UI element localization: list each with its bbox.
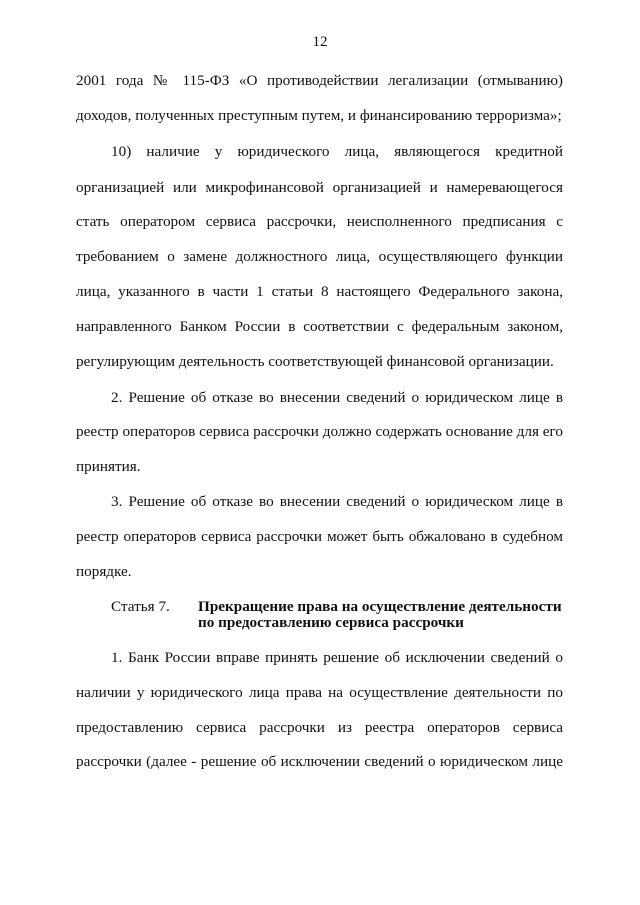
text-line: доходов, полученных преступным путем, и финансированию терроризма»; <box>76 107 562 124</box>
text-line: лица, указанного в части 1 статьи 8 настоящего Федерального закона, <box>76 283 563 300</box>
text-line: 2. Решение об отказе во внесении сведений о юридическом лице в <box>111 389 563 406</box>
text-line: 1. Банк России вправе принять решение об исключении сведений о <box>111 649 563 666</box>
text-line: реестр операторов сервиса рассрочки может быть обжаловано в судебном <box>76 528 563 545</box>
text-line: направленного Банком России в соответствии с федеральным законом, <box>76 318 563 335</box>
article-number: Статья 7. <box>111 598 170 615</box>
text-line: наличии у юридического лица права на осуществление деятельности по <box>76 684 563 701</box>
article-title-line: Прекращение права на осуществление деятельности <box>198 598 562 615</box>
text-line: 2001 года № 115-ФЗ «О противодействии легализации (отмыванию) <box>76 72 563 89</box>
text-line: 10) наличие у юридического лица, являющегося кредитной <box>111 143 563 160</box>
text-line: реестр операторов сервиса рассрочки должно содержать основание для его <box>76 423 563 440</box>
text-line: регулирующим деятельность соответствующей финансовой организации. <box>76 353 554 370</box>
text-line: рассрочки (далее - решение об исключении сведений о юридическом лице <box>76 753 563 770</box>
page-number: 12 <box>312 34 328 50</box>
text-line: стать оператором сервиса рассрочки, неисполненного предписания с <box>76 213 563 230</box>
text-line: принятия. <box>76 458 141 475</box>
article-title-line: по предоставлению сервиса рассрочки <box>198 614 464 631</box>
text-line: 3. Решение об отказе во внесении сведений о юридическом лице в <box>111 493 563 510</box>
text-line: предоставлению сервиса рассрочки из реестра операторов сервиса <box>76 719 563 736</box>
text-line: требованием о замене должностного лица, осуществляющего функции <box>76 248 563 265</box>
text-line: порядке. <box>76 563 132 580</box>
text-line: организацией или микрофинансовой организацией и намеревающегося <box>76 179 563 196</box>
